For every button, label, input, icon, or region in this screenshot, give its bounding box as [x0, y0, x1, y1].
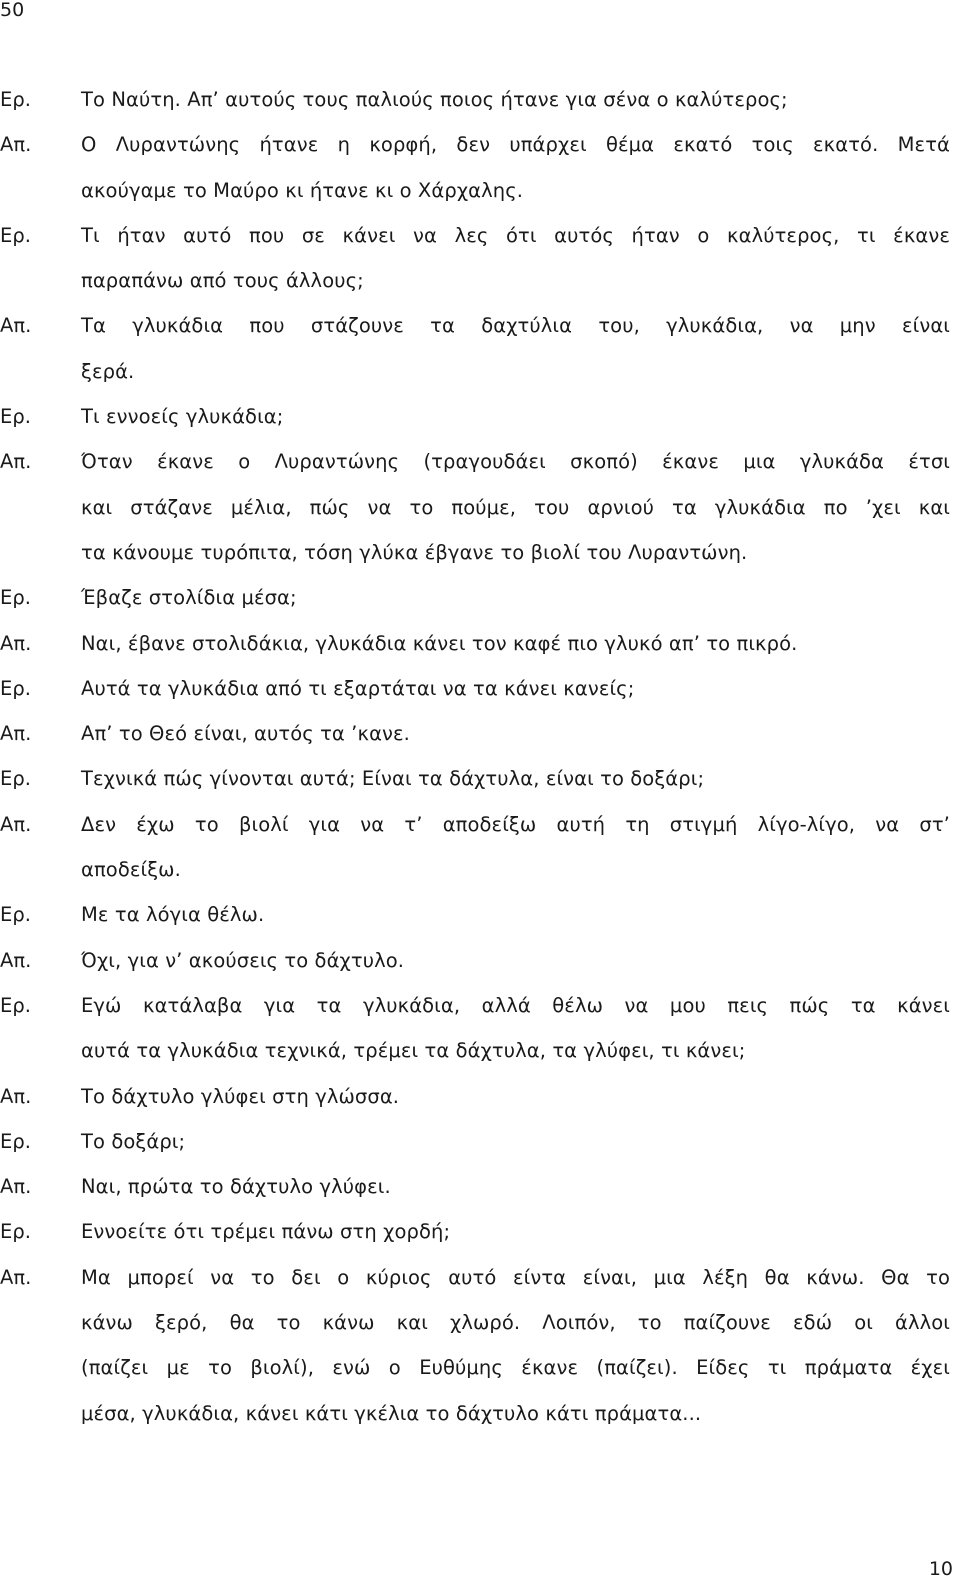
speaker-label: Ερ.	[0, 88, 31, 111]
speaker-label: Ερ.	[0, 1220, 31, 1244]
utterance-line: Τα γλυκάδια που στάζουνε τα δαχτύλια του, γλυκάδια, να μην είναι	[81, 314, 950, 338]
transcript-entry	[0, 303, 950, 394]
speaker-label: Απ.	[0, 948, 32, 972]
transcript-entry	[0, 711, 950, 756]
transcript-entry	[0, 1164, 950, 1209]
utterance-line: Το δοξάρι;	[81, 1129, 186, 1153]
utterance-line: και στάζανε μέλια, πώς να το πούμε, του αρνιού τα γλυκάδια πο ’χει και	[81, 495, 950, 519]
utterance-line: Με τα λόγια θέλω.	[81, 903, 265, 927]
speaker-label: Απ.	[0, 314, 32, 338]
transcript-entry	[0, 575, 950, 620]
utterance-line: Το δάχτυλο γλύφει στη γλώσσα.	[81, 1084, 400, 1108]
transcript-entry	[0, 756, 950, 801]
utterance-text	[81, 1119, 950, 1164]
speaker-label: Ερ.	[0, 223, 31, 247]
utterance-text	[81, 77, 950, 122]
utterance-text	[81, 621, 950, 666]
utterance-line: Δεν έχω το βιολί για να τ’ αποδείξω αυτή τη στιγμή λίγο-λίγο, να στ’	[81, 812, 950, 836]
utterance-text	[81, 303, 950, 394]
speaker-label: Ερ.	[0, 405, 31, 429]
utterance-line: (παίζει με το βιολί), ενώ ο Ευθύμης έκανε (παίζει). Είδες τι πράματα έχει	[81, 1356, 950, 1380]
utterance-line: αυτά τα γλυκάδια τεχνικά, τρέμει τα δάχτυλα, τα γλύφει, τι κάνει;	[81, 1039, 746, 1063]
speaker-label: Ερ.	[0, 993, 31, 1017]
utterance-line: Το Ναύτη. Απ’ αυτούς τους παλιούς ποιος ήτανε για σένα ο καλύτερος;	[81, 88, 788, 111]
utterance-line: Όταν έκανε ο Λυραντώνης (τραγουδάει σκοπό) έκανε μια γλυκάδα έτσι	[81, 450, 950, 474]
transcript-entry	[0, 621, 950, 666]
utterance-line: Μα μπορεί να το δει ο κύριος αυτό είντα είναι, μια λέξη θα κάνω. Θα το	[81, 1265, 950, 1289]
transcript-entry	[0, 122, 950, 213]
utterance-line: Τι εννοείς γλυκάδια;	[81, 405, 284, 429]
transcript-entry	[0, 666, 950, 711]
utterance-text	[81, 1209, 950, 1254]
speaker-label: Απ.	[0, 1084, 32, 1108]
transcript-entry	[0, 983, 950, 1074]
transcript-entry	[0, 938, 950, 983]
utterance-line: ξερά.	[81, 359, 135, 383]
utterance-line: Τεχνικά πώς γίνονται αυτά; Είναι τα δάχτυλα, είναι το δοξάρι;	[81, 767, 705, 791]
speaker-label: Απ.	[0, 812, 32, 836]
transcript-entry	[0, 394, 950, 439]
utterance-line: Ναι, πρώτα το δάχτυλο γλύφει.	[81, 1175, 391, 1199]
speaker-label: Απ.	[0, 722, 32, 746]
utterance-line: Απ’ το Θεό είναι, αυτός τα ’κανε.	[81, 722, 410, 746]
transcript-entry	[0, 1074, 950, 1119]
utterance-text	[81, 756, 950, 801]
transcript-entry	[0, 892, 950, 937]
transcript-entry	[0, 1255, 950, 1436]
transcript-entry	[0, 213, 950, 304]
utterance-text	[81, 1255, 950, 1436]
utterance-line: μέσα, γλυκάδια, κάνει κάτι γκέλια το δάχτυλο κάτι πράματα...	[81, 1401, 702, 1425]
utterance-line: Ναι, έβανε στολιδάκια, γλυκάδια κάνει τον καφέ πιο γλυκό απ’ το πικρό.	[81, 631, 798, 655]
speaker-label: Ερ.	[0, 586, 31, 610]
speaker-label: Απ.	[0, 133, 32, 157]
speaker-label: Ερ.	[0, 676, 31, 700]
utterance-text	[81, 575, 950, 620]
transcript-entry	[0, 1119, 950, 1164]
utterance-line: Εγώ κατάλαβα για τα γλυκάδια, αλλά θέλω να μου πεις πώς τα κάνει	[81, 993, 950, 1017]
speaker-label: Απ.	[0, 1175, 32, 1199]
utterance-text	[81, 122, 950, 213]
utterance-line: Τι ήταν αυτό που σε κάνει να λες ότι αυτός ήταν ο καλύτερος, τι έκανε	[81, 223, 950, 247]
transcript-entry	[0, 1209, 950, 1254]
transcript-entry	[0, 439, 950, 575]
utterance-text	[81, 802, 950, 893]
speaker-label: Απ.	[0, 631, 32, 655]
utterance-line: παραπάνω από τους άλλους;	[81, 269, 364, 293]
utterance-line: κάνω ξερό, θα το κάνω και χλωρό. Λοιπόν, το παίζουνε εδώ οι άλλοι	[81, 1311, 950, 1335]
utterance-line: Έβαζε στολίδια μέσα;	[81, 586, 297, 610]
utterance-line: Εννοείτε ότι τρέμει πάνω στη χορδή;	[81, 1220, 451, 1244]
speaker-label: Απ.	[0, 1265, 32, 1289]
utterance-text	[81, 213, 950, 304]
utterance-line: Αυτά τα γλυκάδια από τι εξαρτάται να τα κάνει κανείς;	[81, 676, 635, 700]
utterance-text	[81, 439, 950, 575]
utterance-text	[81, 666, 950, 711]
utterance-line: ακούγαμε το Μαύρο κι ήτανε κι ο Χάρχαλης.	[81, 178, 524, 202]
utterance-line: τα κάνουμε τυρόπιτα, τόση γλύκα έβγανε το βιολί του Λυραντώνη.	[81, 540, 748, 564]
utterance-text	[81, 938, 950, 983]
page-number-top: 50	[0, 0, 25, 21]
utterance-line: Όχι, για ν’ ακούσεις το δάχτυλο.	[81, 948, 405, 972]
speaker-label: Απ.	[0, 450, 32, 474]
speaker-label: Ερ.	[0, 1129, 31, 1153]
utterance-text	[81, 711, 950, 756]
page-number-bottom: 10	[928, 1558, 953, 1580]
interview-transcript	[0, 77, 950, 1436]
transcript-entry	[0, 77, 950, 122]
utterance-text	[81, 1074, 950, 1119]
utterance-text	[81, 394, 950, 439]
utterance-line: αποδείξω.	[81, 858, 181, 882]
utterance-text	[81, 892, 950, 937]
utterance-line: Ο Λυραντώνης ήτανε η κορφή, δεν υπάρχει θέμα εκατό τοις εκατό. Μετά	[81, 133, 950, 157]
utterance-text	[81, 983, 950, 1074]
utterance-text	[81, 1164, 950, 1209]
speaker-label: Ερ.	[0, 767, 31, 791]
speaker-label: Ερ.	[0, 903, 31, 927]
transcript-entry	[0, 802, 950, 893]
